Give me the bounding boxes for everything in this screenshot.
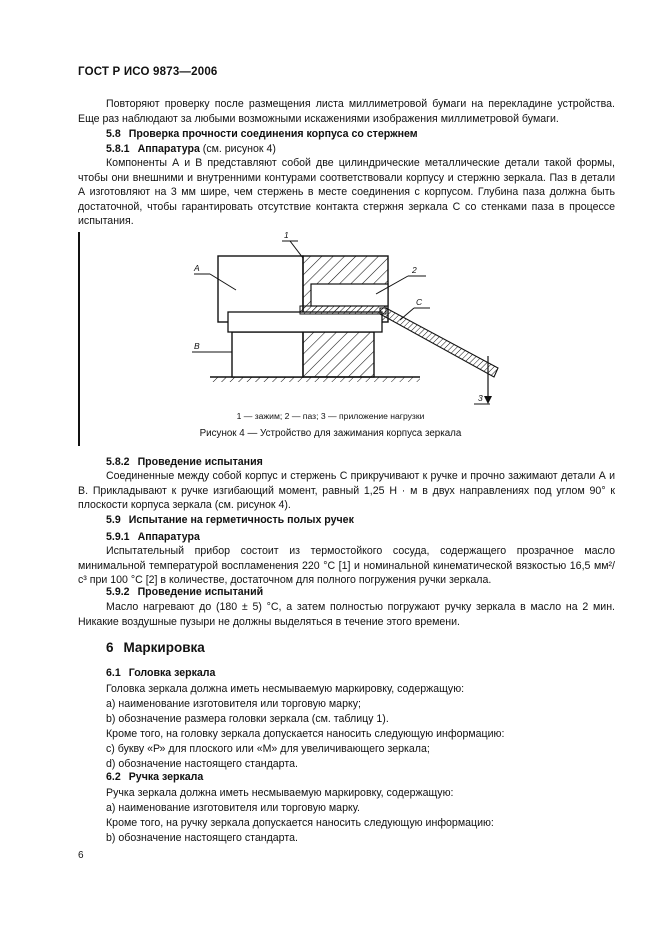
list-item: d) обозначение настоящего стандарта. [106,758,298,770]
paragraph-repeat-check: Повторяют проверку после размещения листа миллиметровой бумаги на перекладине устройства. Еще раз наблюдают за любыми возможными искажениями изображения миллиметровой бумаги. [78,98,615,125]
list-item: c) букву «Р» для плоского или «М» для увеличивающего зеркала; [106,743,430,755]
list-item: a) наименование изготовителя или торговую марку. [106,802,360,814]
clamp-1 [300,306,386,314]
label-a: А [194,263,200,273]
page-header: ГОСТ Р ИСО 9873—2006 [78,66,218,78]
paragraph-apparatus-5-8-1: Компоненты А и В представляют собой две цилиндрические металлические детали такой формы, чтобы они внешними и внутренними контурами соответствовали корпусу и стержню зеркала. Паз в детали А изготовляют на 3 мм шире, чем стержень в месте соединения с корпусом. Глубина паза должна быть достаточной, чтобы гарантировать отсутствие контакта стержня зеркала С со стенками паза в процессе испытания. [78,157,615,228]
heading-5-9: 5.9 Испытание на герметичность полых ручек [106,514,354,526]
part-b [232,332,374,377]
paragraph-test-5-9-2: Масло нагревают до (180 ± 5) °С, а затем полностью погружают ручку зеркала в масло на 2 мин. Никакие воздушные пузыри не должны выделяться в течение этого времени. [78,601,615,628]
label-c: С [416,297,423,307]
label-3: 3 [478,393,483,403]
heading-5-8-1: 5.8.1 Аппаратура (см. рисунок 4) [106,143,276,155]
list-item: b) обозначение настоящего стандарта. [106,832,298,844]
list-item: Головка зеркала должна иметь несмываемую маркировку, содержащую: [106,683,465,695]
heading-5-9-2: 5.9.2 Проведение испытаний [106,586,264,598]
label-2: 2 [412,265,417,275]
heading-6-1: 6.1 Головка зеркала [106,667,216,679]
figure-caption: Рисунок 4 — Устройство для зажимания корпуса зеркала [199,428,462,439]
heading-section-6: 6 Маркировка [106,640,205,655]
list-item: Ручка зеркала должна иметь несмываемую маркировку, содержащую: [106,787,454,799]
heading-5-9-1: 5.9.1 Аппаратура [106,531,200,543]
groove [311,284,388,306]
list-item: Кроме того, на ручку зеркала допускается наносить следующую информацию: [106,817,494,829]
list-item: Кроме того, на головку зеркала допускается наносить следующую информацию: [106,728,505,740]
list-item: a) наименование изготовителя или торговую марку; [106,698,361,710]
label-1: 1 [284,230,289,240]
heading-6-2: 6.2 Ручка зеркала [106,771,204,783]
figure-4-diagram [180,228,510,410]
page-number: 6 [78,850,84,861]
paragraph-apparatus-5-9-1: Испытательный прибор состоит из термостойкого сосуда, содержащего прозрачное масло минимальной температурой воспламенения 220 °С [1] и номинальной кинематической вязкостью 16,5 мм²/с³ при 100 °С [2] в количестве, достаточном для полного погружения ручки зеркала. [78,545,615,587]
heading-5-8-2: 5.8.2 Проведение испытания [106,456,263,468]
mirror-body [228,312,382,332]
stem-c [380,308,498,377]
figure-legend: 1 — зажим; 2 — паз; 3 — приложение нагрузки [236,411,425,421]
heading-5-8: 5.8 Проверка прочности соединения корпуса со стержнем [106,128,418,140]
paragraph-test-5-8-2: Соединенные между собой корпус и стержень С прикручивают к ручке и прочно зажимают детали А и В. Прикладывают к ручке изгибающий момент, равный 1,25 Н · м в двух направлениях под углом 90° к плоскости корпуса зеркала (см. рисунок 4). [78,470,615,512]
label-b: В [194,341,200,351]
list-item: b) обозначение размера головки зеркала (см. таблицу 1). [106,713,389,725]
